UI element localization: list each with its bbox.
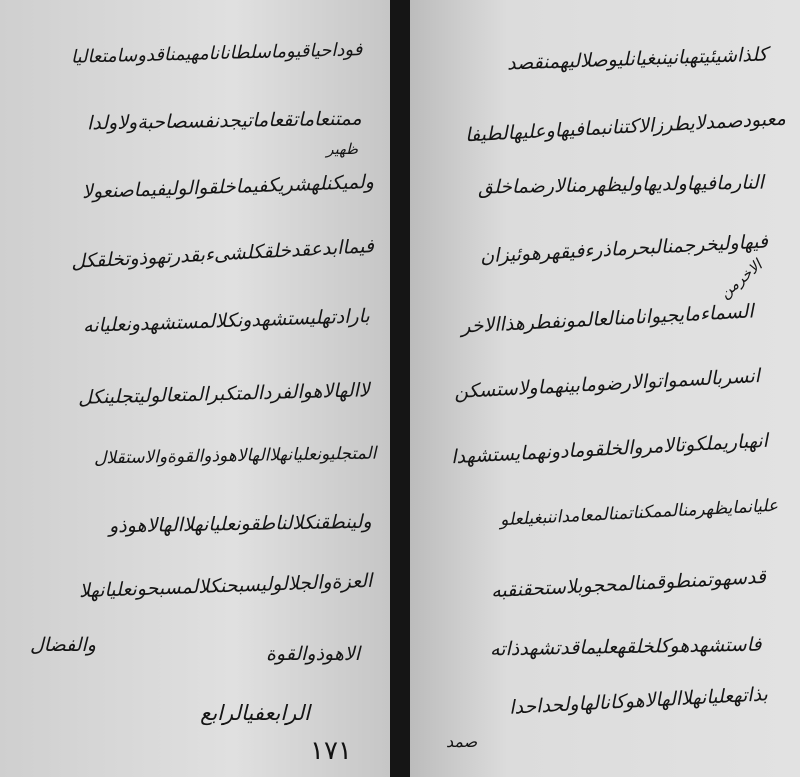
right-line-3: النارمافیهاولدیهاولیظهرمنالارضماخلق [477, 171, 765, 199]
right-line-9: قدسهوتمنطوقمنالمحجوبلاستحقنقبه [490, 565, 767, 603]
chapter-heading: الرابعفیالرابع [200, 701, 310, 725]
left-line-6: لاالهالاهوالفردالمتکبرالمتعالولیتجلینکل [77, 379, 371, 409]
left-line-4: فیماابدعقدخلقکلشیءبقدرتهوذوتخلقکل [70, 235, 375, 273]
right-line-8: علیانمایظهرمنالممکناتمنالمعامداننبغیلعلو [499, 495, 779, 531]
left-line-3: ولمیکنلهشریکفیماخلقوالولیفیماصنعولا [81, 170, 375, 204]
left-line-5: بارادتهلیستشهدونکلالمستشهدونعلیانه [82, 305, 371, 337]
left-line-8: ولینطقنکلالناطقونعلیانهلاالهالاهوذو [109, 510, 373, 538]
right-line-7: انهباریملکوتالامروالخلقومادونهمایستشهدا [450, 429, 769, 469]
right-line-2: معبودصمدلایطرزالاکتنانبمافیهاوعلیهالطیفا [464, 107, 787, 147]
left-line-end: والفضال [30, 634, 96, 656]
right-line-11: بذاتهعلیانهلاالهالاهوکانالهاولحداحدا [508, 683, 769, 719]
right-margin-note: الاخرمن [716, 256, 766, 302]
page-number: ١٧١ [310, 736, 352, 766]
right-page [410, 0, 800, 777]
left-margin-note: ظهیر [326, 140, 358, 158]
book-gutter [390, 0, 410, 777]
right-line-10: فاستشهدهوکلخلقهعلیماقدتشهدذاته [490, 633, 763, 661]
left-line-1: فوداحیاقیوماسلطانانامهیمناقدوسامتعالیا [70, 39, 363, 68]
right-line-4: فیهاولیخرجمنالبحرماذرءفیقهرهوئیزان [479, 230, 769, 268]
right-line-5: السماءمایجیوانامنالعالمونفطرهذاالاخر [460, 300, 755, 338]
right-line-1: کلذاشیئیتهبانینبغیانلیوصلالیهمنقصد [507, 43, 769, 75]
right-line-12: صمد [446, 732, 478, 751]
left-line-2: ممتنعاماتقعاماتیجدنفسصاحبةولاولدا [87, 107, 363, 135]
left-line-7: المتجلیونعلیانهلاالهالاهوذوالقوةوالاستقلال [93, 443, 377, 469]
left-page [0, 0, 390, 777]
left-line-9: العزةوالجلالولیسبحنکلالمسبحونعلیانهلا [78, 569, 373, 603]
right-line-6: انسربالسمواتوالارضومابینهماولاستسکن [453, 365, 761, 403]
left-line-10: الاهوذوالقوة [265, 643, 360, 665]
